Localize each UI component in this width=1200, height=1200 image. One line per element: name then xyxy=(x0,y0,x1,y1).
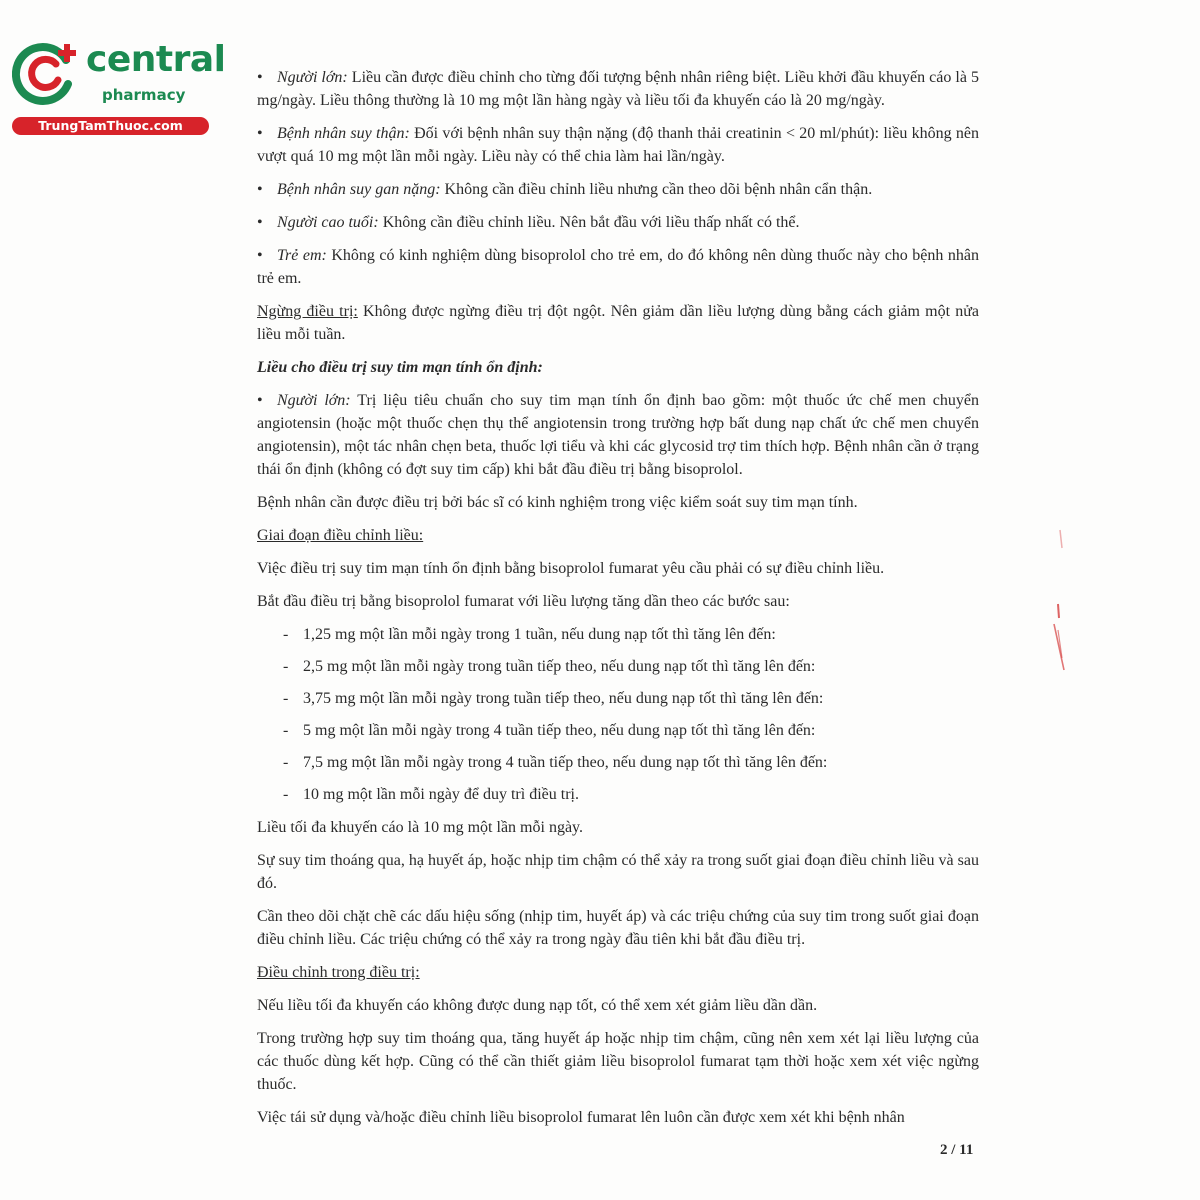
pharmacy-cross-icon xyxy=(12,38,80,106)
bullet: • xyxy=(257,181,263,198)
paragraph-max-dose: Liều tối đa khuyến cáo là 10 mg một lần mỗi ngày. xyxy=(257,819,583,836)
bullet: • xyxy=(257,69,263,86)
subheading-titration: Giai đoạn điều chỉnh liều: xyxy=(257,527,424,544)
stamp-fragment-icon xyxy=(1040,520,1080,700)
list-dash: - xyxy=(283,626,289,643)
paragraph-text: Không được ngừng điều trị đột ngột. Nên giảm dần liều lượng dùng bằng cách giảm một nửa liều mỗi tuần. xyxy=(257,303,979,343)
paragraph-label: Người cao tuổi: xyxy=(277,214,379,231)
list-item-text: 10 mg một lần mỗi ngày để duy trì điều trị. xyxy=(303,786,579,803)
list-item-text: 5 mg một lần mỗi ngày trong 4 tuần tiếp theo, nếu dung nạp tốt thì tăng lên đến: xyxy=(303,722,816,739)
paragraph-stop-treatment xyxy=(257,300,979,346)
subheading-adjustment: Điều chỉnh trong điều trị: xyxy=(257,964,420,981)
bullet: • xyxy=(257,214,263,231)
paragraph-reintroduction: Việc tái sử dụng và/hoặc điều chỉnh liều bisoprolol fumarat lên luôn cần được xem xét khi bệnh nhân xyxy=(257,1109,905,1126)
paragraph-label: Người lớn: xyxy=(277,392,351,409)
logo-subtitle: pharmacy xyxy=(102,86,186,104)
list-dash: - xyxy=(283,786,289,803)
list-dash: - xyxy=(283,754,289,771)
paragraph-text: Không cần điều chỉnh liều nhưng cần theo dõi bệnh nhân cẩn thận. xyxy=(440,181,873,198)
paragraph-label: Người lớn: xyxy=(277,69,348,86)
paragraph-text: Không cần điều chỉnh liều. Nên bắt đầu với liều thấp nhất có thể. xyxy=(378,214,800,231)
paragraph-physician: Bệnh nhân cần được điều trị bởi bác sĩ có kinh nghiệm trong việc kiểm soát suy tim mạn tính. xyxy=(257,494,858,511)
paragraph-text: Đối với bệnh nhân suy thận nặng (độ thanh thải creatinin < 20 ml/phút): liều không nên vượt quá 10 mg một lần mỗi ngày. Liều này có thể chia làm hai lần/ngày. xyxy=(257,125,979,165)
paragraph-label: Bệnh nhân suy gan nặng: xyxy=(277,181,441,198)
titration-step-list xyxy=(257,623,979,806)
central-pharmacy-logo xyxy=(12,38,226,138)
logo-name: central xyxy=(86,39,226,80)
paragraph-monitoring: Cần theo dõi chặt chẽ các dấu hiệu sống (nhịp tim, huyết áp) và các triệu chứng của suy tim trong suốt giai đoạn điều chỉnh liều. Các triệu chứng có thể xảy ra trong ngày đầu tiên khi bắt đầu điều trị. xyxy=(257,908,979,948)
paragraph-hepatic xyxy=(257,178,979,201)
paragraph-concomitant-drugs: Trong trường hợp suy tim thoáng qua, tăng huyết áp hoặc nhịp tim chậm, cũng nên xem xét lại liều lượng của các thuốc dùng kết hợp. Cũng có thể cần thiết giảm liều bisoprolol fumarat tạm thời hoặc xem xét việc ngừng thuốc. xyxy=(257,1030,979,1093)
paragraph-adult-dose xyxy=(257,66,979,112)
paragraph-children xyxy=(257,244,979,290)
page-number: 2 / 11 xyxy=(940,1142,974,1158)
list-dash: - xyxy=(283,658,289,675)
list-dash: - xyxy=(283,690,289,707)
list-item-text: 1,25 mg một lần mỗi ngày trong 1 tuần, nếu dung nạp tốt thì tăng lên đến: xyxy=(303,626,776,643)
paragraph-text: Không có kinh nghiệm dùng bisoprolol cho trẻ em, do đó không nên dùng thuốc này cho bệnh nhân trẻ em. xyxy=(257,247,980,287)
list-item-text: 2,5 mg một lần mỗi ngày trong tuần tiếp theo, nếu dung nạp tốt thì tăng lên đến: xyxy=(303,658,816,675)
paragraph-transient-effects: Sự suy tim thoáng qua, hạ huyết áp, hoặc nhịp tim chậm có thể xảy ra trong suốt giai đoạn điều chỉnh liều và sau đó. xyxy=(257,852,979,892)
paragraph-heart-failure-adult xyxy=(257,389,979,481)
document-page xyxy=(257,66,979,1139)
paragraph-elderly xyxy=(257,211,979,234)
list-item xyxy=(257,623,979,646)
paragraph-titration-required: Việc điều trị suy tim mạn tính ổn định bằng bisoprolol fumarat yêu cầu phải có sự điều chỉnh liều. xyxy=(257,560,885,577)
paragraph-text: Liều cần được điều chỉnh cho từng đối tượng bệnh nhân riêng biệt. Liều khởi đầu khuyến cáo là 5 mg/ngày. Liều thông thường là 10 mg một lần hàng ngày và liều tối đa khuyến cáo là 20 mg/ngày. xyxy=(257,69,980,109)
list-item xyxy=(257,751,979,774)
list-item-text: 7,5 mg một lần mỗi ngày trong 4 tuần tiếp theo, nếu dung nạp tốt thì tăng lên đến: xyxy=(303,754,828,771)
logo-banner: TrungTamThuoc.com xyxy=(12,117,209,135)
section-heading: Liều cho điều trị suy tim mạn tính ổn định: xyxy=(257,359,543,376)
bullet: • xyxy=(257,125,263,142)
paragraph-titration-steps-intro: Bắt đầu điều trị bằng bisoprolol fumarat với liều lượng tăng dần theo các bước sau: xyxy=(257,593,790,610)
paragraph-renal xyxy=(257,122,979,168)
list-item xyxy=(257,687,979,710)
paragraph-label: Ngừng điều trị: xyxy=(257,303,358,320)
paragraph-label: Trẻ em: xyxy=(277,247,327,264)
bullet: • xyxy=(257,247,263,264)
list-item xyxy=(257,783,979,806)
list-item-text: 3,75 mg một lần mỗi ngày trong tuần tiếp theo, nếu dung nạp tốt thì tăng lên đến: xyxy=(303,690,824,707)
paragraph-label: Bệnh nhân suy thận: xyxy=(277,125,410,142)
list-item xyxy=(257,719,979,742)
paragraph-text: Trị liệu tiêu chuẩn cho suy tim mạn tính ổn định bao gồm: một thuốc ức chế men chuyển angiotensin (hoặc một thuốc chẹn thụ thể angiotensin trong trường hợp bất dung nạp chất ức chế men chuyển angiotensin), một tác nhân chẹn beta, thuốc lợi tiểu và khi các glycosid trợ tim thích hợp. Bệnh nhân cần ở trạng thái ổn định (không có đợt suy tim cấp) khi bắt đầu điều trị bằng bisoprolol. xyxy=(257,392,979,478)
bullet: • xyxy=(257,392,263,409)
paragraph-dose-reduction: Nếu liều tối đa khuyến cáo không được dung nạp tốt, có thể xem xét giảm liều dần dần. xyxy=(257,997,818,1014)
list-dash: - xyxy=(283,722,289,739)
list-item xyxy=(257,655,979,678)
